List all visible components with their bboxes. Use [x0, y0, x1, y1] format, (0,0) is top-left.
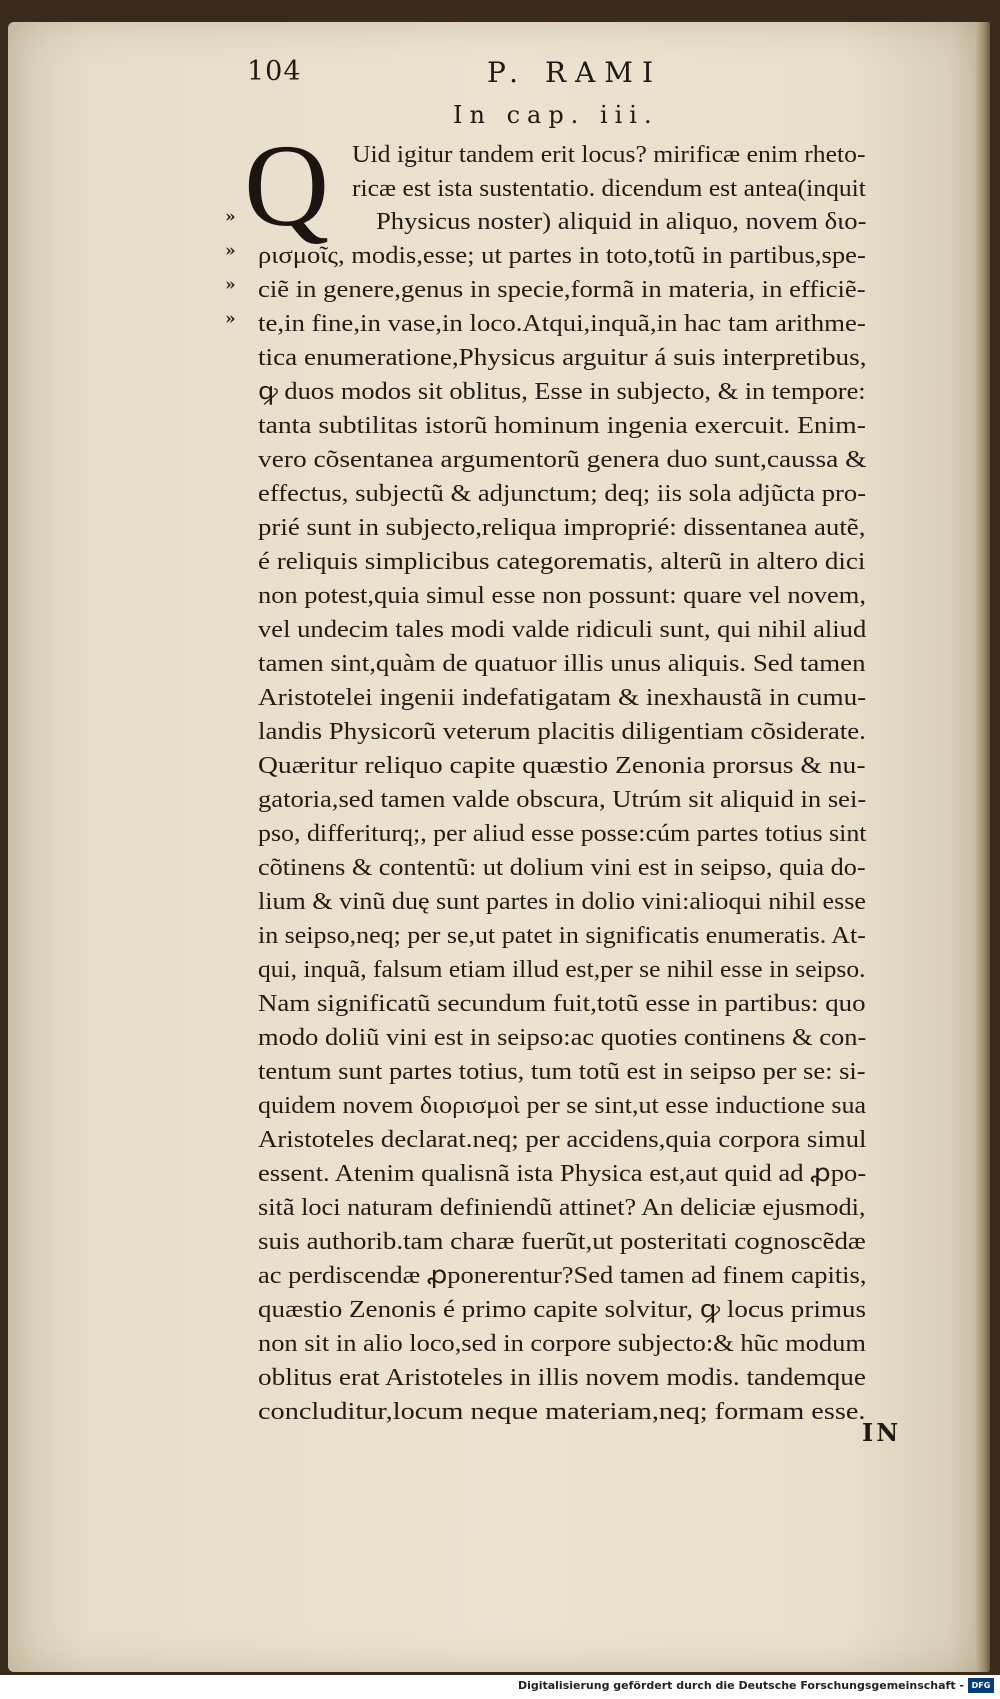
text-line: ac perdiscendæ ꝓponerentur?Sed tamen ad finem capitis,	[258, 1263, 867, 1289]
text-line: Quæritur reliquo capite quæstio Zenonia prorsus & nu-	[258, 753, 866, 779]
text-line: cõtinens & contentũ: ut dolium vini est in seipso, quia do-	[258, 855, 866, 881]
text-line: tentum sunt partes totius, tum totũ est in seipso per se: si-	[258, 1059, 866, 1085]
page-number: 104	[247, 56, 302, 87]
text-line: ꝙ duos modos sit oblitus, Esse in subjecto, & in tempore:	[258, 379, 866, 405]
dfg-logo: DFG	[968, 1678, 994, 1693]
text-line: te,in fine,in vase,in loco.Atqui,inquã,in hac tam arithme-	[258, 311, 866, 337]
text-line: tanta subtilitas istorũ hominum ingenia exercuit. Enim-	[258, 413, 866, 439]
text-line: Uid igitur tandem erit locus? mirificæ enim rheto-	[352, 142, 866, 168]
text-line: é reliquis simplicibus categorematis, alterũ in altero dici	[258, 549, 866, 575]
text-line: modo doliũ vini est in seipso:ac quoties continens & con-	[258, 1025, 867, 1051]
text-line: lium & vinũ duę sunt partes in dolio vini:alioqui nihil esse	[258, 889, 866, 915]
text-line: essent. Atenim qualisnã ista Physica est,aut quid ad ꝓpo-	[258, 1161, 867, 1187]
page-edge	[976, 22, 990, 1672]
text-line: quidem novem διορισμοὶ per se sint,ut esse inductione sua	[258, 1093, 867, 1119]
footer-bar	[0, 1675, 1000, 1699]
text-line: pso, differiturq;, per aliud esse posse:cúm partes totius sint	[258, 821, 867, 847]
page-header	[247, 56, 687, 96]
text-line: Nam significatũ secundum fuit,totũ esse in partibus: quo	[258, 991, 866, 1017]
quote-mark: »	[225, 207, 236, 227]
text-line: quæstio Zenonis é primo capite solvitur, ꝙ locus primus	[258, 1297, 867, 1323]
text-line: tica enumeratione,Physicus arguitur á suis interpretibus,	[258, 345, 867, 371]
text-line: Aristoteles declarat.neq; per accidens,quia corpora simul	[258, 1127, 867, 1153]
catchword: IN	[862, 1418, 902, 1447]
text-line: suis authorib.tam charæ fuerũt,ut posteritati cognoscẽdæ	[258, 1229, 866, 1255]
text-line: prié sunt in subjecto,reliqua improprié: dissentanea autẽ,	[258, 515, 866, 541]
text-line: qui, inquã, falsum etiam illud est,per se nihil esse in seipso.	[258, 957, 866, 983]
text-line: gatoria,sed tamen valde obscura, Utrúm sit aliquid in sei-	[258, 787, 867, 813]
text-line: vel undecim tales modi valde ridiculi sunt, qui nihil aliud	[258, 617, 867, 643]
text-line: ρισμοῖς, modis,esse; ut partes in toto,totũ in partibus,spe-	[258, 243, 866, 269]
text-line: landis Physicorũ veterum placitis diligentiam cõsiderate.	[258, 719, 866, 745]
quote-mark: »	[225, 275, 236, 295]
text-line: sitã loci naturam definiendũ attinet? An deliciæ ejusmodi,	[258, 1195, 866, 1221]
funding-credit: Digitalisierung gefördert durch die Deutsche Forschungsgemeinschaft -	[517, 1679, 964, 1692]
text-line: effectus, subjectũ & adjunctum; deq; iis sola adjũcta pro-	[258, 481, 867, 507]
drop-cap: Q	[244, 120, 330, 251]
text-line: concluditur,locum neque materiam,neq; formam esse.	[258, 1399, 866, 1425]
quote-mark: »	[225, 309, 236, 329]
chapter-heading: In cap. iii.	[453, 101, 659, 129]
text-line: tamen sint,quàm de quatuor illis unus aliquis. Sed tamen	[258, 651, 866, 677]
text-line: non sit in alio loco,sed in corpore subjecto:& hũc modum	[258, 1331, 866, 1357]
text-line: ricæ est ista sustentatio. dicendum est antea(inquit	[352, 176, 866, 202]
text-line: non potest,quia simul esse non possunt: quare vel novem,	[258, 583, 866, 609]
quote-mark: »	[225, 241, 236, 261]
text-line: ciẽ in genere,genus in specie,formã in materia, in efficiẽ-	[258, 277, 866, 303]
text-line: Aristotelei ingenii indefatigatam & inexhaustã in cumu-	[258, 685, 867, 711]
running-head: P. RAMI	[487, 56, 662, 89]
text-line: oblitus erat Aristoteles in illis novem modis. tandemque	[258, 1365, 866, 1391]
text-line: vero cõsentanea argumentorũ genera duo sunt,caussa &	[258, 447, 867, 473]
text-line: in seipso,neq; per se,ut patet in significatis enumeratis. At-	[258, 923, 866, 949]
text-line: Physicus noster) aliquid in aliquo, novem διο-	[376, 209, 867, 235]
